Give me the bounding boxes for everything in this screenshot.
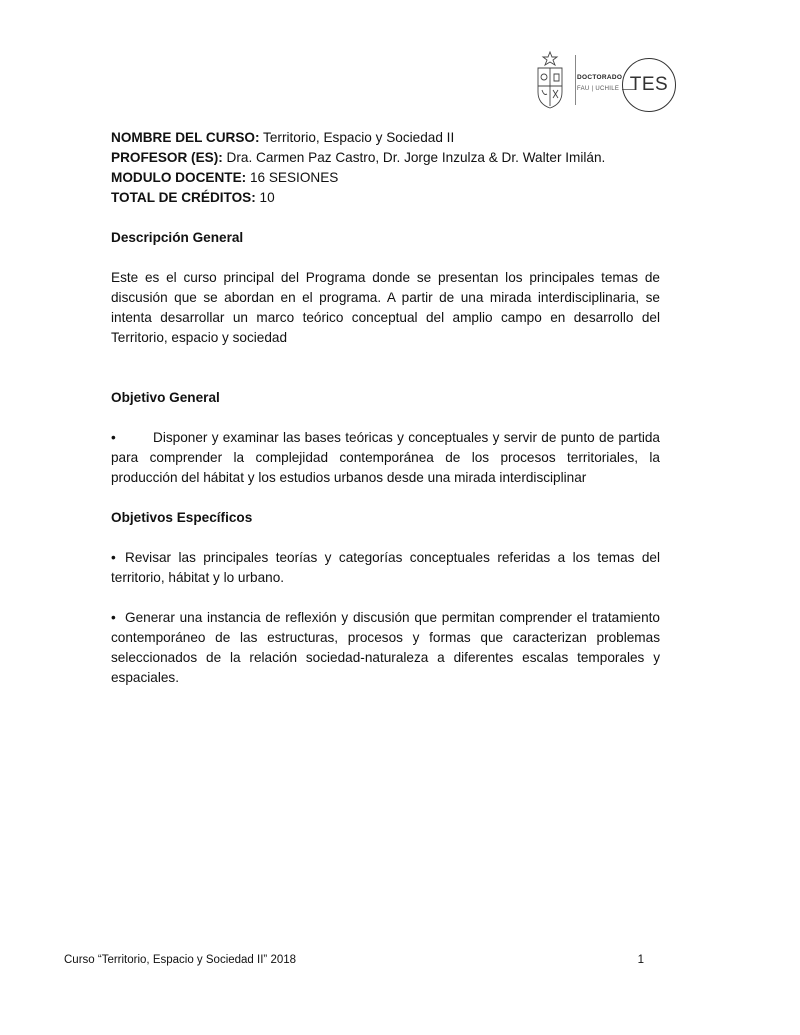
- bullet: •: [111, 550, 116, 565]
- module-line: [111, 168, 660, 188]
- bullet: •: [111, 610, 116, 625]
- course-name-value: Territorio, Espacio y Sociedad II: [259, 130, 455, 145]
- professor-value: Dra. Carmen Paz Castro, Dr. Jorge Inzulza & Dr. Walter Imilán.: [222, 150, 606, 165]
- module-label: MODULO DOCENTE:: [111, 170, 247, 185]
- page-number: 1: [637, 954, 644, 966]
- specific-objective-item: [111, 548, 660, 588]
- specific-objective-text: Revisar las principales teorías y categorías conceptuales referidas a los temas del territorio, hábitat y lo urbano.: [111, 550, 660, 585]
- course-name-line: [111, 128, 660, 148]
- general-description-heading: Descripción General: [111, 230, 244, 245]
- header-logo: [532, 50, 682, 112]
- specific-objective-item: [111, 608, 660, 688]
- university-seal-icon: [532, 50, 568, 110]
- logo-fau: FAU: [577, 86, 590, 92]
- tes-logo-text: TES: [629, 74, 669, 95]
- credits-label: TOTAL DE CRÉDITOS:: [111, 190, 256, 205]
- logo-fau-uchile-text: FAU | UCHILE: [577, 86, 620, 92]
- logo-divider: [575, 55, 576, 105]
- module-value: 16 SESIONES: [246, 170, 339, 185]
- logo-doctorado-text: DOCTORADO: [577, 74, 623, 81]
- document-body: [111, 128, 660, 688]
- professor-line: [111, 148, 660, 168]
- professor-label: PROFESOR (ES):: [111, 150, 223, 165]
- general-objective-heading: Objetivo General: [111, 390, 220, 405]
- credits-line: [111, 188, 660, 208]
- page-footer: [64, 954, 644, 966]
- logo-uchile: UCHILE: [595, 86, 620, 92]
- course-name-label: NOMBRE DEL CURSO:: [111, 130, 260, 145]
- general-objective-text: Disponer y examinar las bases teóricas y conceptuales y servir de punto de partida para comprender la complejidad contemporánea de los procesos territoriales, la producción del hábitat y los estudios urbanos desde una mirada interdisciplinar: [111, 430, 660, 485]
- general-description-paragraph: Este es el curso principal del Programa donde se presentan los principales temas de discusión que se abordan en el programa. A partir de una mirada interdisciplinaria, se intenta desarrollar un marco teórico conceptual del amplio campo en desarrollo del Territorio, espacio y sociedad: [111, 270, 660, 345]
- bullet: •: [111, 430, 116, 445]
- footer-course-text: Curso “Territorio, Espacio y Sociedad II” 2018: [64, 954, 297, 966]
- specific-objective-text: Generar una instancia de reflexión y discusión que permitan comprender el tratamiento contemporáneo de las estructuras, procesos y formas que caracterizan problemas seleccionados de la relación sociedad-naturaleza a diferentes escalas temporales y espaciales.: [111, 610, 660, 685]
- specific-objectives-heading: Objetivos Específicos: [111, 510, 253, 525]
- credits-value: 10: [255, 190, 275, 205]
- general-objective-paragraph: [111, 428, 660, 488]
